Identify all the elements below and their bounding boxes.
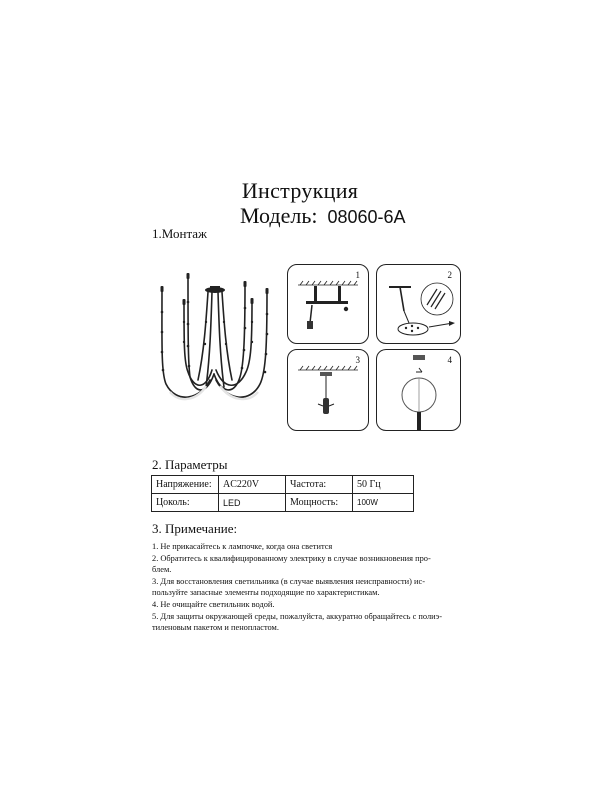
table-cell: AC220V: [219, 476, 286, 494]
table-cell: 50 Гц: [353, 476, 414, 494]
step-panel-1: [287, 264, 369, 344]
table-cell: 100W: [353, 494, 414, 512]
table-cell: Мощность:: [286, 494, 353, 512]
step-number: 1: [355, 270, 360, 280]
section-heading-notes: 3. Примечание:: [152, 521, 238, 536]
note-line: пользуйте запасные элементы подходящие по характеристикам.: [152, 588, 380, 598]
note-line: тиленовым пакетом и пенопластом.: [152, 623, 279, 633]
step-panel-2: [376, 264, 461, 344]
model-number: 08060-6A: [327, 207, 406, 227]
table-cell: Частота:: [286, 476, 353, 494]
section-heading-installation: 1.Монтаж: [152, 226, 208, 241]
table-row: [152, 494, 414, 512]
step-number: 4: [447, 355, 452, 365]
step-panel-3: [287, 349, 369, 431]
note-line: блем.: [152, 565, 172, 575]
chandelier-illustration: [148, 262, 278, 412]
step-number: 3: [355, 355, 360, 365]
parameters-table: [151, 475, 414, 512]
note-line: 2. Обратитесь к квалифицированному электрику в случае возникновения про-: [152, 553, 431, 563]
page-title: Инструкция: [241, 178, 359, 203]
table-row: [152, 476, 414, 494]
note-line: 1. Не прикасайтесь к лампочке, когда она светится: [152, 542, 333, 551]
notes-list: [152, 541, 452, 634]
table-cell: LED: [219, 494, 286, 512]
model-line: [240, 203, 406, 229]
section-heading-parameters: 2. Параметры: [152, 457, 228, 472]
table-cell: Цоколь:: [152, 494, 219, 512]
note-line: 4. Не очищайте светильник водой.: [152, 599, 275, 609]
note-line: 3. Для восстановления светильника (в случае выявления неисправности) ис-: [152, 576, 426, 586]
step-panel-4: [376, 349, 461, 431]
note-line: 5. Для защиты окружающей среды, пожалуйста, аккуратно обращайтесь с полиэ-: [152, 611, 442, 621]
step-number: 2: [447, 270, 452, 280]
table-cell: Напряжение:: [152, 476, 219, 494]
model-label: Модель:: [240, 203, 318, 228]
